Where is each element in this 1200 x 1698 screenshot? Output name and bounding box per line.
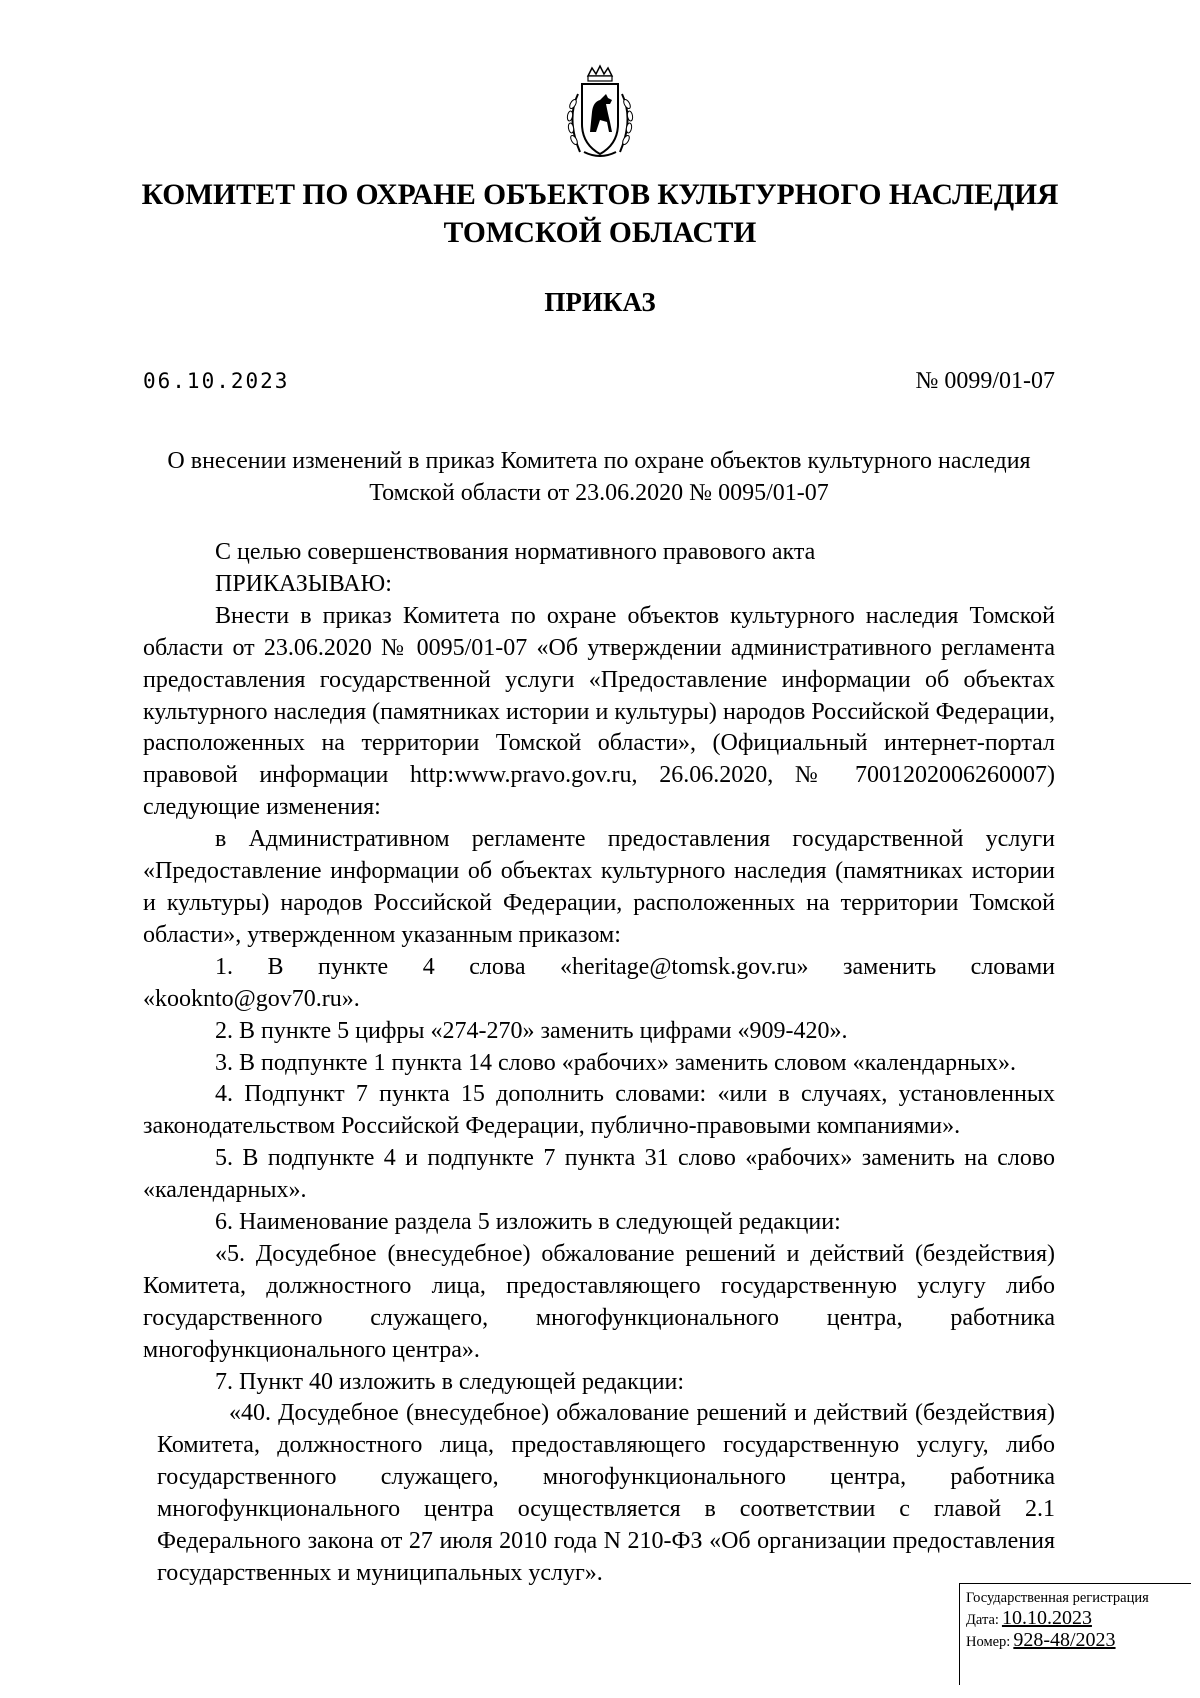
organization-title-line-1: КОМИТЕТ ПО ОХРАНЕ ОБЪЕКТОВ КУЛЬТУРНОГО НАСЛЕДИЯ <box>141 179 1059 211</box>
amendment-item-3: 3. В подпункте 1 пункта 14 слово «рабочих» заменить словом «календарных». <box>215 1049 1017 1076</box>
order-keyword: ПРИКАЗЫВАЮ: <box>215 570 392 597</box>
purpose-paragraph: С целью совершенствования нормативного правового акта <box>215 539 816 565</box>
document-type: ПРИКАЗ <box>544 287 656 317</box>
amendment-item-2: 2. В пункте 5 цифры «274-270» заменить цифрами «909-420». <box>215 1017 848 1044</box>
reglament-paragraph: в Административном регламенте предоставления государственной услуги «Предоставление информации об объектах культурного наследия (памятниках истории и культуры) народов Российской Федерации, расположенных на территории Томской области», утвержденном указанным приказом: <box>143 826 1055 948</box>
section-5-new-title: «5. Досудебное (внесудебное) обжалование решений и действий (бездействия) Комитета, должностного лица, предоставляющего государственную услугу либо государственного служащего, многофункционального центра, работника многофункционального центра». <box>143 1240 1055 1363</box>
point-40-new-text: «40. Досудебное (внесудебное) обжалование решений и действий (бездействия) Комитета, должностного лица, предоставляющего государственную услугу, либо государственного служащего, многофункционального центра, работника многофункционального центра осуществляется в соответствии с главой 2.1 Федерального закона от 27 июля 2010 года N 210-ФЗ «Об организации предоставления государственных и муниципальных услуг». <box>157 1400 1055 1586</box>
registration-title: Государственная регистрация <box>966 1590 1149 1606</box>
subject-line-1: О внесении изменений в приказ Комитета по охране объектов культурного наследия <box>167 448 1031 474</box>
registration-date-row <box>966 1608 1191 1630</box>
document-date: 06.10.2023 <box>143 369 290 393</box>
document-subject <box>143 445 1055 509</box>
registration-number-value: 928-48/2023 <box>1013 1629 1116 1651</box>
amendment-item-1: 1. В пункте 4 слова «heritage@tomsk.gov.ru» заменить словами «kooknto@gov70.ru». <box>143 953 1055 1012</box>
registration-number-row <box>966 1630 1191 1652</box>
registration-stamp <box>959 1583 1191 1685</box>
registration-number-label: Номер: <box>966 1634 1011 1650</box>
registration-date-label: Дата: <box>966 1612 999 1628</box>
coat-of-arms-icon <box>560 64 640 164</box>
amendment-item-5: 5. В подпункте 4 и подпункте 7 пункта 31 слово «рабочих» заменить на слово «календарных». <box>143 1145 1055 1204</box>
organization-title-line-2: ТОМСКОЙ ОБЛАСТИ <box>443 217 757 249</box>
amendment-item-4: 4. Подпункт 7 пункта 15 дополнить словами: «или в случаях, установленных законодательством Российской Федерации, публично-правовыми компаниями». <box>143 1081 1055 1140</box>
registration-date-value: 10.10.2023 <box>1001 1607 1092 1629</box>
document-body <box>143 537 1055 1590</box>
document-number: № 0099/01-07 <box>915 368 1055 394</box>
organization-title <box>100 176 1100 252</box>
amendment-item-7: 7. Пункт 40 изложить в следующей редакции: <box>215 1368 685 1395</box>
amendment-item-6: 6. Наименование раздела 5 изложить в следующей редакции: <box>215 1209 841 1236</box>
intro-paragraph: Внести в приказ Комитета по охране объектов культурного наследия Томской области от 23.06.2020 № 0095/01-07 «Об утверждении административного регламента предоставления государственной услуги «Предоставление информации об объектах культурного наследия (памятниках истории и культуры) народов Российской Федерации, расположенных на территории Томской области», (Официальный интернет-портал правовой информации http:www.pravo.gov.ru, 26.06.2020, № 7001202006260007) следующие изменения: <box>143 602 1055 821</box>
subject-line-2: Томской области от 23.06.2020 № 0095/01-07 <box>369 480 829 506</box>
